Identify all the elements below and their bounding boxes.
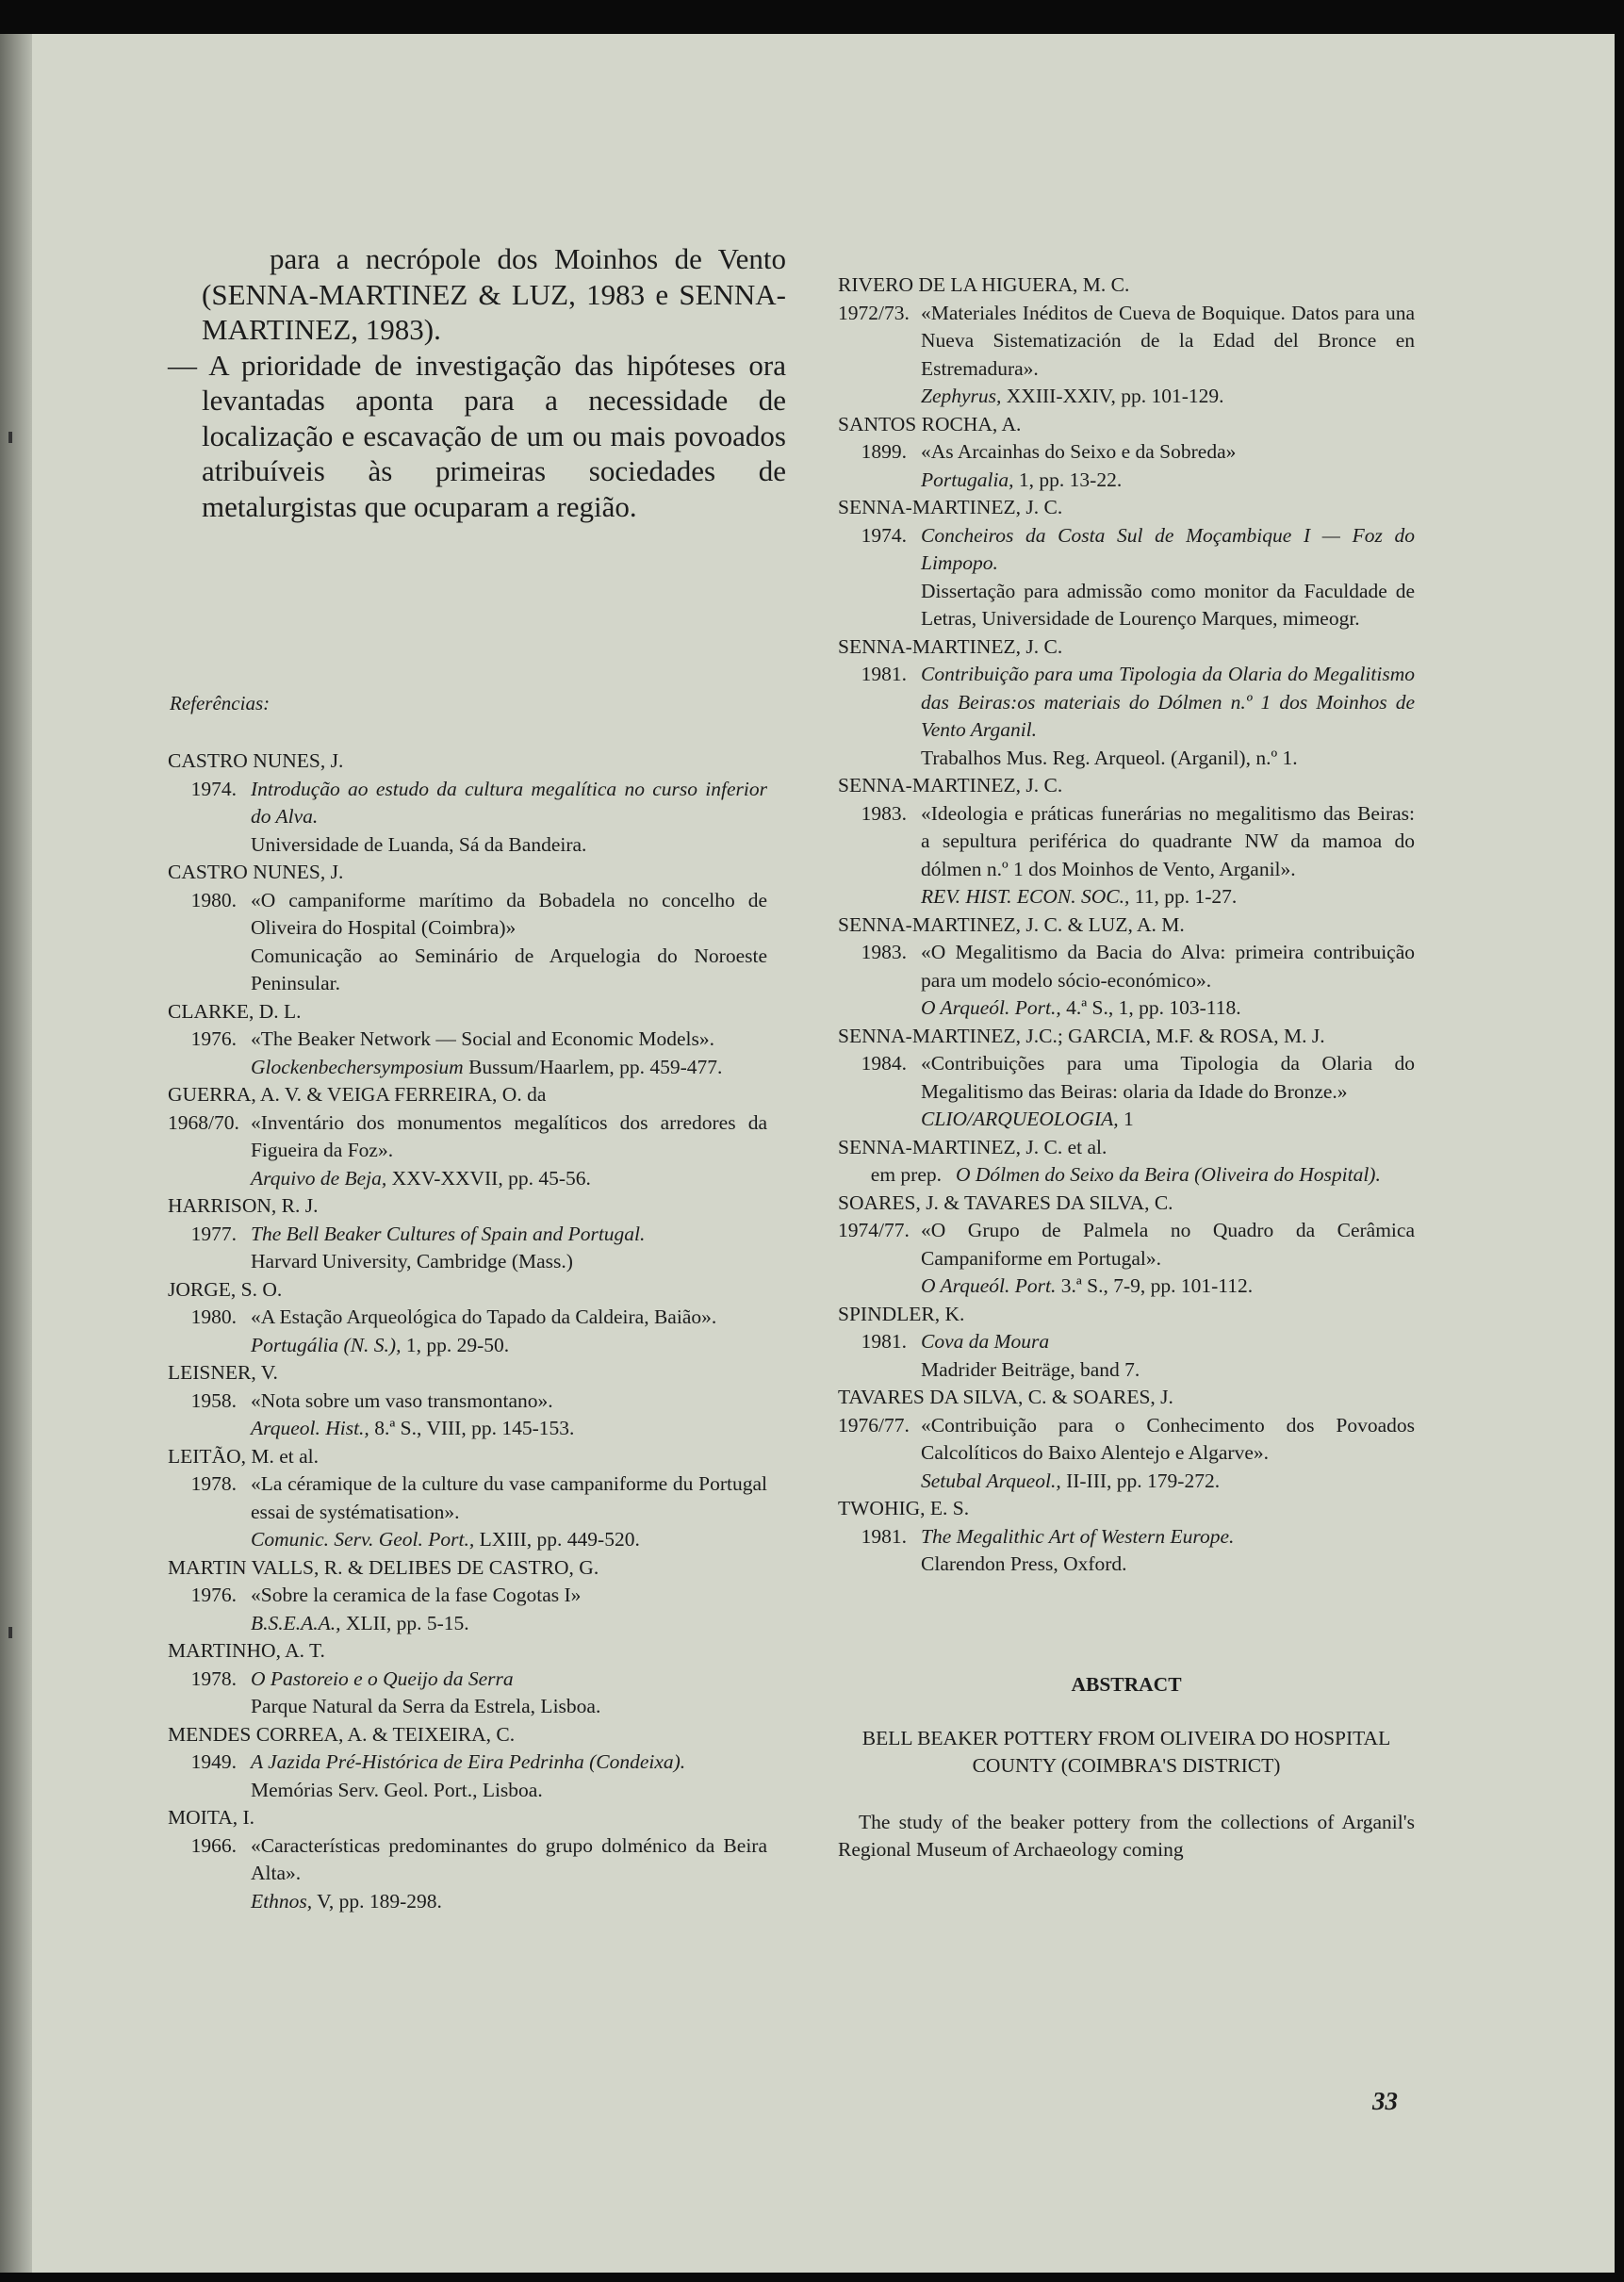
reference-author: MOITA, I.	[168, 1806, 255, 1829]
reference-year: 1972/73.	[838, 301, 910, 324]
reference-detail: «O Megalitismo da Bacia do Alva: primeira contribuição para um modelo sócio-económico».	[921, 941, 1415, 992]
reference-volume-pages: V, pp. 189-298.	[312, 1889, 442, 1913]
reference-volume-pages: 11, pp. 1-27.	[1129, 885, 1238, 908]
intro-paragraph-1: para a necrópole dos Moinhos de Vento (SENNA-MARTINEZ & LUZ, 1983 e SENNA-MARTINEZ, 1983).	[202, 242, 786, 346]
reference-detail: «Contribuições para uma Tipologia da Olaria do Megalitismo das Beiras: olaria da Idade do Bronze.»	[921, 1052, 1415, 1103]
reference-year: 1974.	[861, 523, 907, 547]
reference-author: SENNA-MARTINEZ, J. C.	[838, 634, 1063, 658]
reference-title: A Jazida Pré-Histórica de Eira Pedrinha (Condeixa).	[251, 1750, 686, 1773]
reference-year: 1976/77.	[838, 1413, 910, 1437]
reference-author: SPINDLER, K.	[838, 1302, 965, 1325]
page	[32, 34, 1615, 2273]
reference-journal: Arqueol. Hist.,	[251, 1417, 369, 1439]
reference-year: em prep.	[870, 1163, 942, 1186]
reference-year: 1981.	[861, 663, 907, 685]
reference-author: CASTRO NUNES, J.	[168, 861, 344, 883]
reference-entry	[838, 271, 1415, 411]
reference-year: 1980.	[190, 888, 237, 911]
reference-entry	[168, 1192, 767, 1276]
reference-journal: Comunic. Serv. Geol. Port.,	[251, 1528, 475, 1551]
reference-author: TWOHIG, E. S.	[838, 1497, 970, 1519]
reference-volume-pages: 1	[1118, 1108, 1134, 1130]
reference-author: MENDES CORREA, A. & TEIXEIRA, C.	[168, 1722, 516, 1746]
reference-detail: «The Beaker Network — Social and Economic Models».	[251, 1027, 714, 1050]
intro-paragraph-2: — A prioridade de investigação das hipóteses ora levantadas aponta para a necessidade de localização e escavação de um ou mais povoados atribuíveis às primeiras sociedades de metalurgistas que ocuparam a região.	[168, 348, 786, 523]
reference-volume-pages: 1, pp. 13-22.	[1013, 468, 1123, 491]
reference-journal: Zephyrus,	[921, 385, 1002, 407]
reference-year: 1949.	[190, 1750, 237, 1773]
reference-journal: CLIO/ARQUEOLOGIA,	[921, 1108, 1119, 1130]
reference-detail: «A Estação Arqueológica do Tapado da Caldeira, Baião».	[251, 1305, 717, 1328]
reference-year: 1966.	[190, 1833, 237, 1857]
reference-detail: «O campaniforme marítimo da Bobadela no concelho de Oliveira do Hospital (Coimbra)»	[251, 888, 767, 939]
reference-year: 1976.	[190, 1584, 237, 1606]
margin-mark	[8, 1627, 12, 1638]
reference-volume-pages: LXIII, pp. 449-520.	[474, 1528, 640, 1551]
reference-source	[921, 1106, 1415, 1134]
reference-detail: Clarendon Press, Oxford.	[921, 1552, 1127, 1575]
reference-entry	[168, 1081, 767, 1192]
reference-author: JORGE, S. O.	[168, 1277, 283, 1301]
reference-entry	[838, 1023, 1415, 1134]
reference-year: 1978.	[190, 1472, 237, 1495]
abstract-text: The study of the beaker pottery from the collections of Arganil's Regional Museum of Archaeology coming	[838, 1810, 1415, 1861]
reference-source	[921, 994, 1415, 1023]
left-column	[168, 241, 786, 1915]
reference-journal: Setubal Arqueol.,	[921, 1469, 1061, 1492]
reference-journal: Glockenbechersymposium	[251, 1055, 464, 1078]
reference-detail: «La céramique de la culture du vase campaniforme du Portugal essai de systématisation».	[251, 1472, 767, 1523]
reference-year: 1899.	[861, 440, 907, 463]
reference-title: Concheiros da Costa Sul de Moçambique I — Foz do Limpopo.	[921, 523, 1415, 574]
reference-entry	[168, 747, 767, 859]
reference-source	[921, 467, 1415, 495]
reference-entry	[168, 1637, 767, 1721]
reference-author: GUERRA, A. V. & VEIGA FERREIRA, O. da	[168, 1083, 547, 1106]
reference-detail: «Sobre la ceramica de la fase Cogotas I»	[251, 1584, 582, 1606]
reference-title: Cova da Moura	[921, 1330, 1050, 1353]
reference-author: LEITÃO, M. et al.	[168, 1444, 320, 1468]
reference-source	[251, 1415, 767, 1443]
reference-detail: Universidade de Luanda, Sá da Bandeira.	[251, 832, 587, 856]
reference-year: 1974.	[190, 777, 237, 800]
reference-volume-pages: 4.ª S., 1, pp. 103-118.	[1060, 996, 1241, 1019]
reference-detail: «O Grupo de Palmela no Quadro da Cerâmica Campaniforme em Portugal».	[921, 1219, 1415, 1270]
references-list-left	[168, 747, 767, 1915]
reference-source	[251, 1054, 767, 1082]
abstract	[838, 1673, 1415, 1864]
reference-author: HARRISON, R. J.	[168, 1194, 319, 1217]
reference-detail: Harvard University, Cambridge (Mass.)	[251, 1250, 573, 1272]
reference-entry	[168, 1721, 767, 1805]
reference-detail: «Inventário dos monumentos megalíticos dos arredores da Figueira da Foz».	[251, 1110, 767, 1161]
reference-volume-pages: 3.ª S., 7-9, pp. 101-112.	[1056, 1274, 1254, 1297]
reference-detail: «Ideologia e práticas funerárias no megalitismo das Beiras: a sepultura periférica do quadrante NW da mamoa do dólmen n.º 1 dos Moinhos de Vento, Arganil».	[921, 801, 1415, 880]
reference-journal: O Arqueól. Port.,	[921, 996, 1061, 1019]
reference-year: 1984.	[861, 1052, 907, 1075]
reference-author: SENNA-MARTINEZ, J.C.; GARCIA, M.F. & ROSA, M. J.	[838, 1024, 1325, 1047]
reference-detail: Dissertação para admissão como monitor da Faculdade de Letras, Universidade de Lourenço Marques, mimeogr.	[921, 579, 1415, 630]
reference-source	[921, 1272, 1415, 1301]
references-list-right	[838, 271, 1415, 1579]
reference-detail: «As Arcainhas do Seixo e da Sobreda»	[921, 440, 1237, 463]
reference-detail: Memórias Serv. Geol. Port., Lisboa.	[251, 1778, 543, 1801]
intro-text	[168, 241, 786, 524]
reference-journal: B.S.E.A.A.,	[251, 1611, 341, 1634]
reference-author: MARTIN VALLS, R. & DELIBES DE CASTRO, G.	[168, 1555, 599, 1579]
reference-entry	[838, 772, 1415, 911]
reference-detail: «Contribuição para o Conhecimento dos Povoados Calcolíticos do Baixo Alentejo e Algarve».	[921, 1413, 1415, 1464]
reference-year: 1978.	[190, 1666, 237, 1690]
reference-source	[921, 883, 1415, 911]
reference-volume-pages: 1, pp. 29-50.	[401, 1333, 510, 1356]
reference-journal: Portugália (N. S.),	[251, 1333, 402, 1356]
reference-year: 1983.	[861, 801, 907, 825]
page-edge	[0, 34, 32, 2273]
reference-volume-pages: XXV-XXVII, pp. 45-56.	[386, 1166, 591, 1190]
reference-journal: REV. HIST. ECON. SOC.,	[921, 885, 1130, 908]
reference-year: 1958.	[190, 1388, 237, 1412]
reference-entry	[168, 1804, 767, 1915]
abstract-heading: ABSTRACT	[1071, 1672, 1182, 1696]
reference-volume-pages: Bussum/Haarlem, pp. 459-477.	[463, 1055, 723, 1078]
reference-entry	[168, 1554, 767, 1638]
reference-entry	[838, 411, 1415, 495]
reference-volume-pages: XLII, pp. 5-15.	[340, 1611, 469, 1634]
margin-mark	[8, 432, 12, 443]
reference-entry	[168, 1443, 767, 1554]
reference-year: 1974/77.	[838, 1219, 910, 1241]
reference-journal: Portugalia,	[921, 468, 1014, 491]
reference-entry	[168, 1276, 767, 1360]
reference-author: CASTRO NUNES, J.	[168, 749, 344, 772]
reference-journal: Ethnos,	[251, 1889, 313, 1913]
reference-entry	[168, 859, 767, 998]
reference-title: The Bell Beaker Cultures of Spain and Portugal.	[251, 1222, 646, 1245]
reference-author: SENNA-MARTINEZ, J. C. et al.	[838, 1135, 1107, 1158]
reference-journal: O Arqueól. Port.	[921, 1274, 1057, 1297]
reference-detail: Madrider Beiträge, band 7.	[921, 1357, 1140, 1381]
reference-journal: Arquivo de Beja,	[251, 1166, 387, 1190]
reference-detail: «Materiales Inéditos de Cueva de Boquique. Datos para una Nueva Sistematización de la Edad del Bronce en Estremadura».	[921, 301, 1415, 380]
reference-source	[921, 383, 1415, 411]
reference-year: 1968/70.	[168, 1110, 239, 1134]
reference-year: 1983.	[861, 941, 907, 963]
reference-entry	[168, 1359, 767, 1443]
reference-entry	[838, 1190, 1415, 1301]
reference-detail: Trabalhos Mus. Reg. Arqueol. (Arganil), n.º 1.	[921, 746, 1298, 769]
reference-entry	[838, 1134, 1415, 1190]
reference-author: SENNA-MARTINEZ, J. C.	[838, 774, 1063, 796]
reference-detail: Parque Natural da Serra da Estrela, Lisboa.	[251, 1695, 601, 1717]
reference-author: CLARKE, D. L.	[168, 999, 302, 1023]
reference-title: Introdução ao estudo da cultura megalítica no curso inferior do Alva.	[251, 777, 767, 828]
reference-title: O Pastoreio e o Queijo da Serra	[251, 1666, 514, 1690]
reference-entry	[838, 1384, 1415, 1495]
reference-source	[251, 1332, 767, 1360]
reference-title: Contribuição para uma Tipologia da Olaria do Megalitismo das Beiras:os materiais do Dólmen n.º 1 dos Moinhos de Vento Arganil.	[921, 663, 1415, 741]
reference-author: SENNA-MARTINEZ, J. C. & LUZ, A. M.	[838, 912, 1185, 936]
reference-author: SANTOS ROCHA, A.	[838, 412, 1022, 435]
reference-source	[251, 1610, 767, 1638]
right-column	[838, 271, 1415, 1864]
reference-source	[921, 1468, 1415, 1496]
reference-detail: «Características predominantes do grupo dolménico da Beira Alta».	[251, 1833, 767, 1884]
references-heading: Referências:	[170, 692, 271, 714]
reference-detail: Comunicação ao Seminário de Arquelogia do Noroeste Peninsular.	[251, 944, 767, 994]
reference-author: LEISNER, V.	[168, 1361, 278, 1384]
reference-title: The Megalithic Art of Western Europe.	[921, 1524, 1235, 1548]
reference-year: 1981.	[861, 1524, 907, 1548]
reference-author: TAVARES DA SILVA, C. & SOARES, J.	[838, 1386, 1173, 1408]
reference-source	[251, 1526, 767, 1554]
reference-source	[251, 1888, 767, 1916]
reference-year: 1977.	[190, 1222, 237, 1245]
reference-author: SENNA-MARTINEZ, J. C.	[838, 496, 1063, 518]
reference-author: RIVERO DE LA HIGUERA, M. C.	[838, 273, 1130, 296]
reference-year: 1981.	[861, 1330, 907, 1353]
reference-entry	[838, 494, 1415, 633]
reference-volume-pages: 8.ª S., VIII, pp. 145-153.	[369, 1417, 575, 1439]
reference-entry	[838, 911, 1415, 1023]
reference-year: 1976.	[190, 1027, 237, 1050]
reference-entry	[838, 1301, 1415, 1385]
reference-entry	[838, 633, 1415, 773]
reference-entry	[838, 1495, 1415, 1579]
reference-author: SOARES, J. & TAVARES DA SILVA, C.	[838, 1190, 1173, 1214]
reference-volume-pages: XXIII-XXIV, pp. 101-129.	[1001, 385, 1224, 407]
abstract-title: BELL BEAKER POTTERY FROM OLIVEIRA DO HOSPITAL COUNTY (COIMBRA'S DISTRICT)	[861, 1726, 1391, 1777]
reference-year: 1980.	[190, 1305, 237, 1328]
page-number: 33	[1372, 2087, 1398, 2115]
reference-title: O Dólmen do Seixo da Beira (Oliveira do Hospital).	[956, 1163, 1381, 1186]
reference-entry	[168, 998, 767, 1082]
reference-volume-pages: II-III, pp. 179-272.	[1060, 1469, 1221, 1492]
reference-detail: «Nota sobre um vaso transmontano».	[251, 1388, 553, 1412]
reference-source	[251, 1165, 767, 1193]
reference-author: MARTINHO, A. T.	[168, 1639, 325, 1662]
